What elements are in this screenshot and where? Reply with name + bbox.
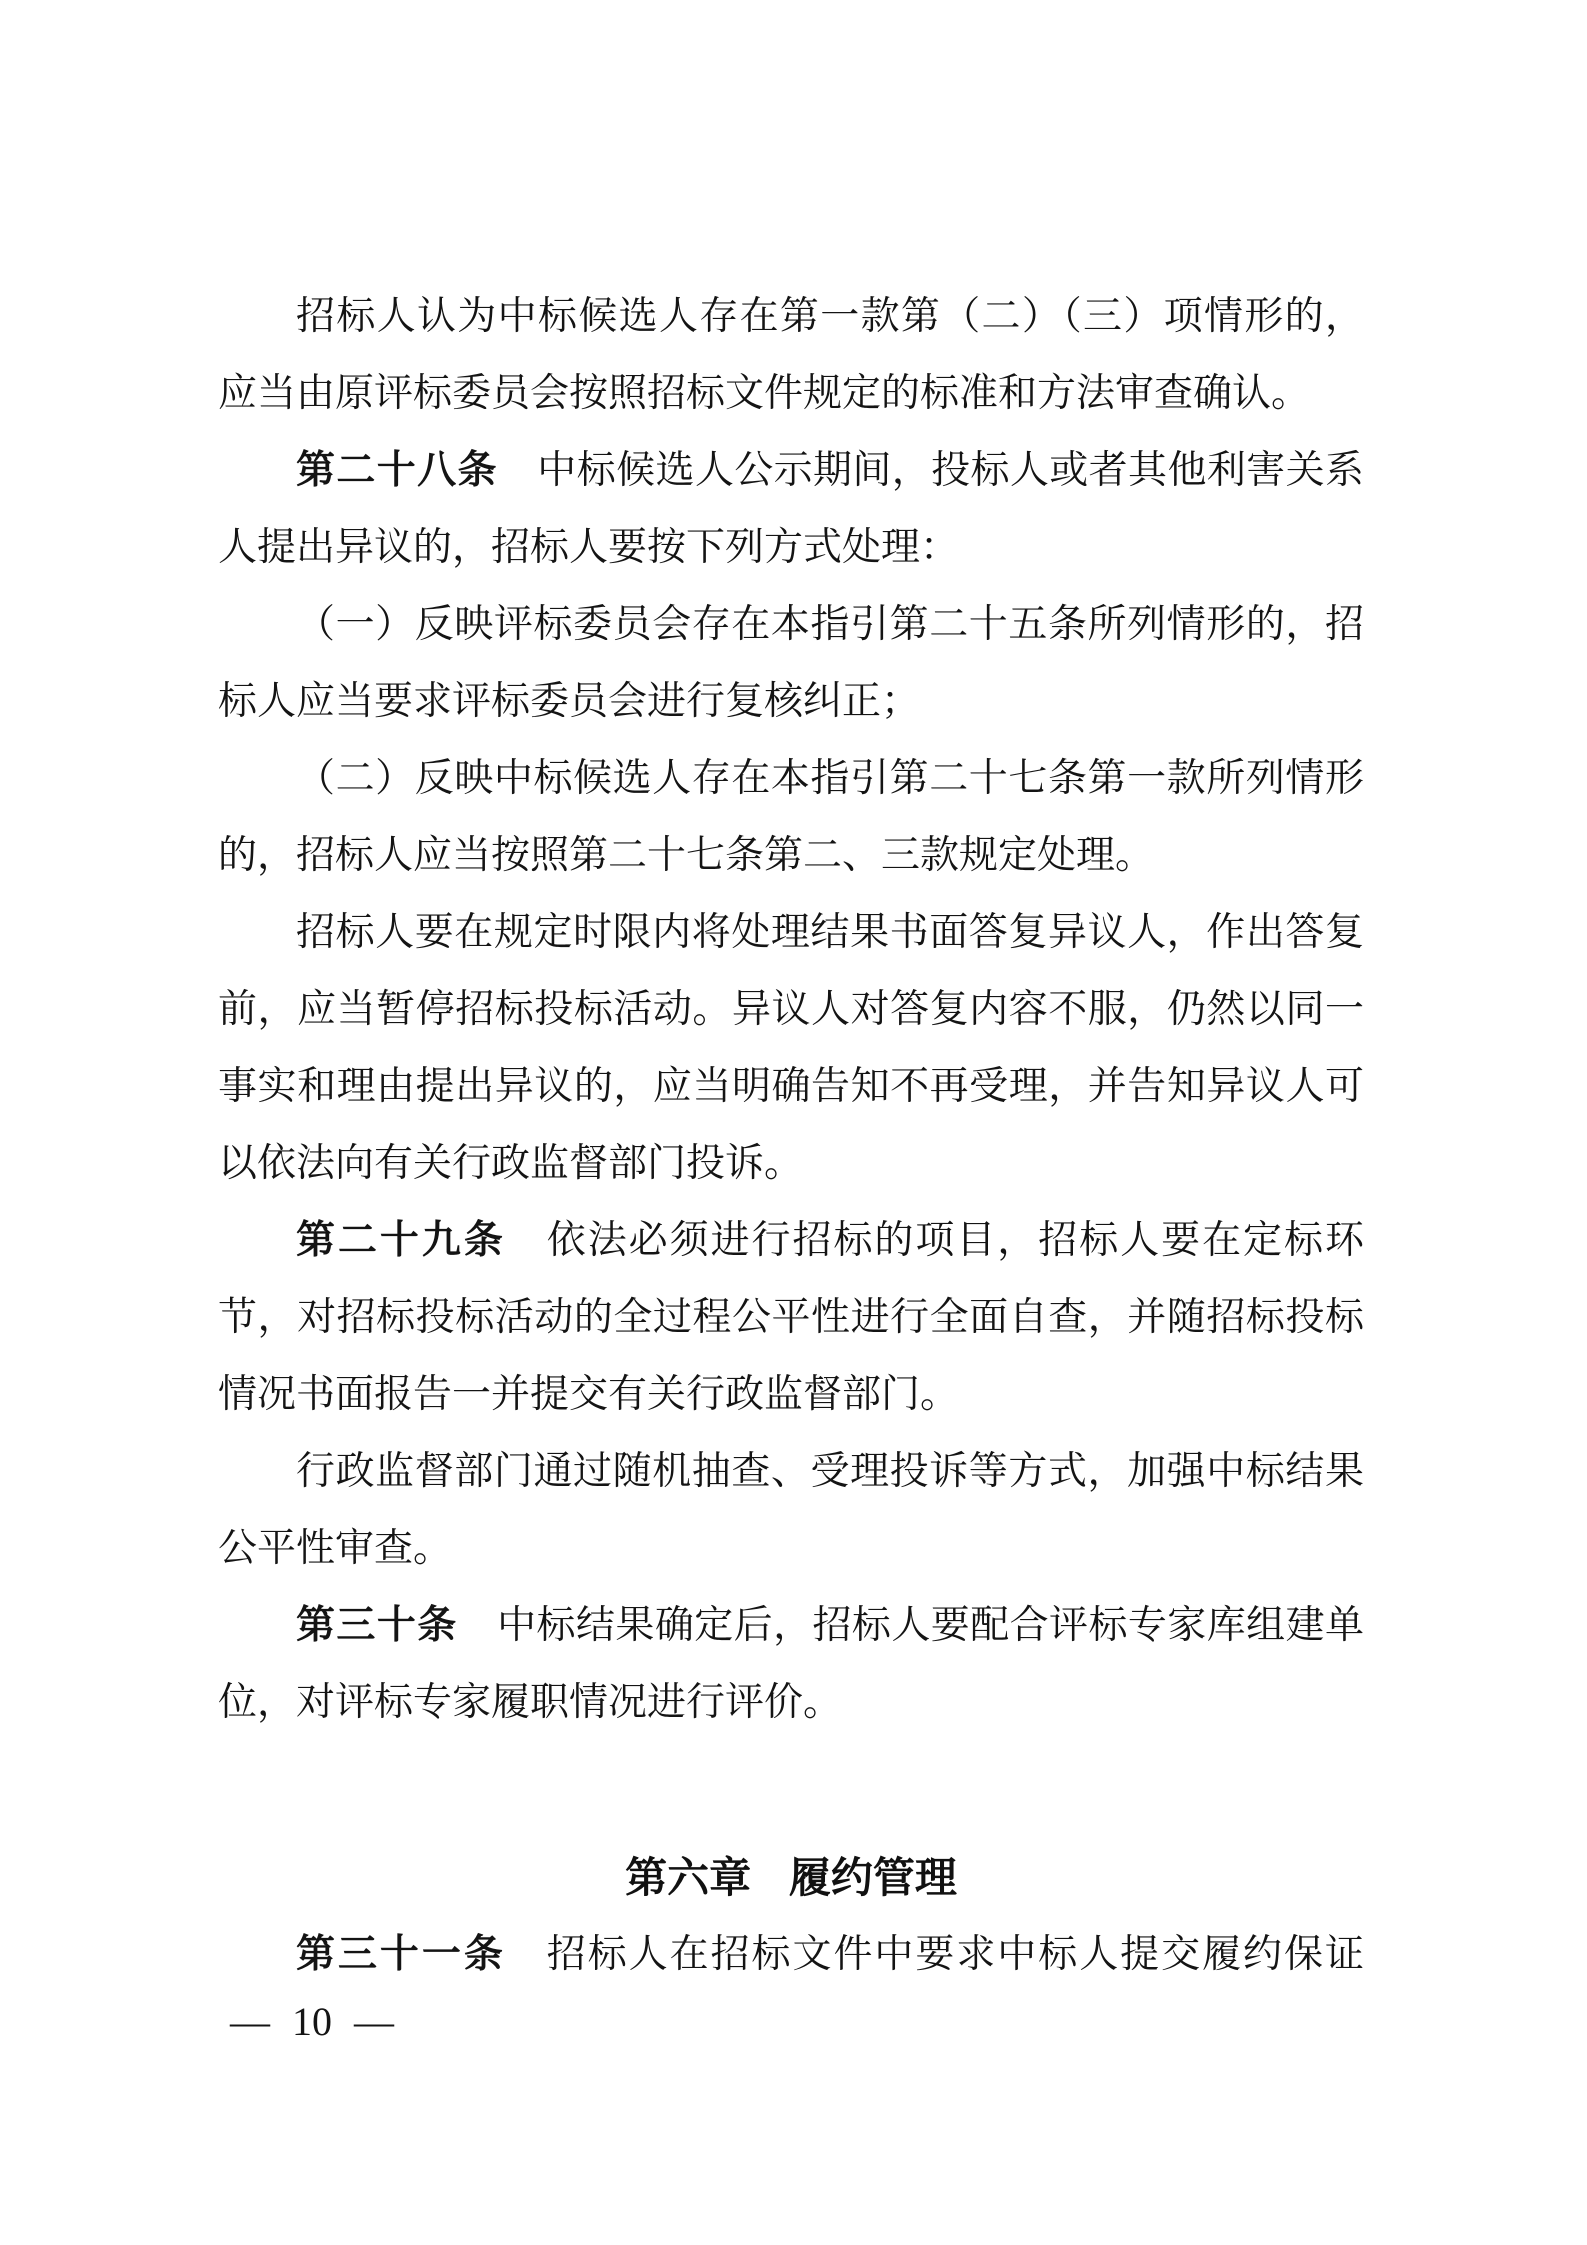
- body-text-line: [218, 1587, 1364, 1664]
- body-text-line: [218, 432, 1364, 509]
- line-text: 前，应当暂停招标投标活动。异议人对答复内容不服，仍然以同一: [218, 988, 1364, 1031]
- document-body: [218, 278, 1364, 1993]
- body-text-line: [218, 1125, 1364, 1202]
- body-text-line: [218, 740, 1364, 817]
- paragraph-lines: [218, 278, 1364, 1741]
- body-text-line: [218, 1664, 1364, 1741]
- body-text-line: [218, 971, 1364, 1048]
- body-text-line: [218, 1279, 1364, 1356]
- line-text: 公平性审查。: [218, 1527, 453, 1570]
- line-text: 情况书面报告一并提交有关行政监督部门。: [218, 1373, 960, 1416]
- footer-dash-right: —: [354, 1999, 394, 2044]
- body-text-line: [218, 509, 1364, 586]
- line-text: 中标候选人公示期间，投标人或者其他利害关系: [536, 449, 1364, 492]
- line-text: 招标人在招标文件中要求中标人提交履约保证: [544, 1933, 1364, 1976]
- body-text-line: [218, 817, 1364, 894]
- line-text: 招标人要在规定时限内将处理结果书面答复异议人，作出答复: [296, 911, 1364, 954]
- article-number-bold: 第三十一条: [296, 1933, 506, 1976]
- line-text: 以依法向有关行政监督部门投诉。: [218, 1142, 804, 1185]
- chapter-heading: [218, 1839, 1364, 1916]
- line-text: 行政监督部门通过随机抽查、受理投诉等方式，加强中标结果: [296, 1450, 1364, 1493]
- article-number-bold: 第二十九条: [296, 1219, 506, 1262]
- article-number-bold: 第二十八条: [296, 449, 498, 492]
- body-text-line: [218, 663, 1364, 740]
- body-text-line: [218, 355, 1364, 432]
- body-text-line: [218, 1202, 1364, 1279]
- body-text-line: [218, 1916, 1364, 1993]
- page-number-footer: [230, 2000, 394, 2044]
- body-text-line: [218, 1510, 1364, 1587]
- line-text: 事实和理由提出异议的，应当明确告知不再受理，并告知异议人可: [218, 1065, 1364, 1108]
- line-text: （一）反映评标委员会存在本指引第二十五条所列情形的，招: [296, 603, 1364, 646]
- page-number: 10: [292, 1999, 332, 2044]
- line-text: 应当由原评标委员会按照招标文件规定的标准和方法审查确认。: [218, 372, 1311, 415]
- body-text-line: [218, 1048, 1364, 1125]
- body-text-line: [218, 1433, 1364, 1510]
- body-text-line: [218, 1356, 1364, 1433]
- line-text: 依法必须进行招标的项目，招标人要在定标环: [544, 1219, 1364, 1262]
- article-number-bold: 第三十条: [296, 1604, 458, 1647]
- line-text: 节，对招标投标活动的全过程公平性进行全面自查，并随招标投标: [218, 1296, 1364, 1339]
- line-text: 中标结果确定后，招标人要配合评标专家库组建单: [496, 1604, 1364, 1647]
- body-text-line: [218, 894, 1364, 971]
- line-text: 人提出异议的，招标人要按下列方式处理：: [218, 526, 960, 569]
- line-text: 标人应当要求评标委员会进行复核纠正；: [218, 680, 921, 723]
- footer-dash-left: —: [230, 1999, 270, 2044]
- line-text: 位，对评标专家履职情况进行评价。: [218, 1681, 843, 1724]
- chapter-number: 第六章: [625, 1854, 752, 1901]
- chapter-title: 履约管理: [788, 1854, 957, 1901]
- body-text-line: [218, 586, 1364, 663]
- line-text: （二）反映中标候选人存在本指引第二十七条第一款所列情形: [296, 757, 1364, 800]
- line-text: 招标人认为中标候选人存在第一款第（二）（三）项情形的，: [296, 295, 1364, 338]
- body-text-line: [218, 278, 1364, 355]
- line-text: 的，招标人应当按照第二十七条第二、三款规定处理。: [218, 834, 1155, 877]
